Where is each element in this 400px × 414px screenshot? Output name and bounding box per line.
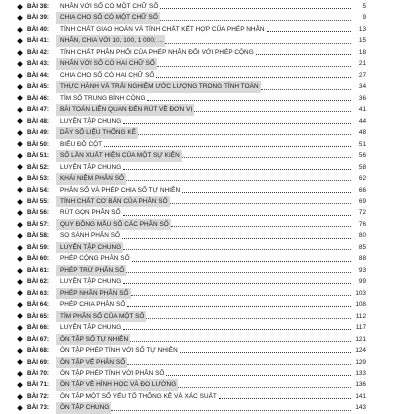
- lesson-title: CHIA CHO SỐ CÓ MỘT CHỮ SỐ: [56, 12, 160, 23]
- dot-leader: [138, 134, 351, 135]
- page-number: 21: [358, 60, 366, 68]
- diamond-bullet-icon: [17, 233, 23, 239]
- diamond-bullet-icon: [17, 38, 23, 44]
- diamond-bullet-icon: [17, 15, 23, 21]
- toc-entry: [16, 81, 366, 92]
- toc-entry: [16, 93, 366, 104]
- dot-leader: [267, 31, 351, 32]
- page-number: 41: [358, 106, 366, 114]
- page-number: 76: [358, 220, 366, 228]
- page-number: 9: [362, 14, 366, 22]
- dot-leader: [123, 169, 351, 170]
- page-number: 93: [358, 266, 366, 274]
- lesson-number: BÀI 71:: [27, 381, 50, 389]
- toc-entry: [16, 173, 366, 184]
- lesson-title: LUYỆN TẬP CHUNG: [60, 163, 122, 171]
- diamond-bullet-icon: [17, 210, 23, 216]
- toc-entry: [16, 242, 366, 253]
- toc-entry: [16, 162, 366, 173]
- toc-entry: [16, 368, 366, 379]
- lesson-title: NHÂN, CHIA VỚI 10, 100, 1 000; ...: [56, 35, 165, 46]
- toc-entry: [16, 1, 366, 12]
- lesson-title: ÔN TẬP MỘT SỐ YẾU TỐ THỐNG KÊ VÀ XÁC SUẤT: [60, 392, 217, 400]
- dot-leader: [182, 157, 351, 158]
- page-number: 133: [355, 370, 366, 377]
- dot-leader: [123, 123, 351, 124]
- dot-leader: [157, 66, 351, 67]
- lesson-title: TÌM PHÂN SỐ CỦA MỘT SỐ: [56, 311, 146, 322]
- lesson-title: TÌM SỐ TRUNG BÌNH CỘNG: [60, 94, 146, 102]
- toc-entry: [16, 357, 366, 368]
- lesson-title: LUYỆN TẬP CHUNG: [60, 278, 122, 286]
- diamond-bullet-icon: [17, 325, 23, 331]
- diamond-bullet-icon: [17, 142, 23, 148]
- diamond-bullet-icon: [17, 382, 23, 388]
- page-number: 62: [358, 175, 366, 183]
- diamond-bullet-icon: [17, 176, 23, 182]
- lesson-title: LUYỆN TẬP CHUNG: [60, 324, 122, 332]
- toc-entry: [16, 253, 366, 264]
- dot-leader: [123, 215, 351, 216]
- page-number: 66: [358, 186, 366, 194]
- toc-entry: [16, 70, 366, 81]
- lesson-title: LUYỆN TẬP CHUNG: [56, 242, 123, 253]
- dot-leader: [194, 111, 351, 112]
- page-number: 18: [358, 48, 366, 56]
- lesson-number: BÀI 47:: [27, 106, 50, 114]
- page-number: 72: [358, 209, 366, 217]
- lesson-title: BIỂU ĐỒ CỘT: [60, 140, 103, 148]
- lesson-number: BÀI 68:: [27, 347, 50, 355]
- lesson-title: CHIA CHO SỐ CÓ HAI CHỮ SỐ: [60, 71, 155, 79]
- dot-leader: [126, 180, 351, 181]
- toc-entry: [16, 185, 366, 196]
- diamond-bullet-icon: [17, 107, 23, 113]
- diamond-bullet-icon: [17, 96, 23, 102]
- lesson-title: RÚT GỌN PHÂN SỐ: [60, 209, 121, 217]
- dot-leader: [131, 295, 351, 296]
- diamond-bullet-icon: [17, 164, 23, 170]
- dot-leader: [170, 203, 351, 204]
- dot-leader: [171, 226, 351, 227]
- diamond-bullet-icon: [17, 348, 23, 354]
- page-number: 108: [355, 301, 366, 309]
- dot-leader: [127, 364, 351, 365]
- toc-entry: [16, 345, 366, 356]
- lesson-title: LUYỆN TẬP CHUNG: [60, 117, 122, 125]
- diamond-bullet-icon: [17, 130, 23, 136]
- diamond-bullet-icon: [17, 279, 23, 285]
- diamond-bullet-icon: [17, 50, 23, 56]
- toc-entry: [16, 265, 366, 276]
- dot-leader: [104, 146, 351, 147]
- lesson-title: ÔN TẬP PHÉP TÍNH VỚI PHÂN SỐ: [60, 370, 165, 377]
- dot-leader: [130, 341, 351, 342]
- dot-leader: [166, 375, 351, 376]
- lesson-number: BÀI 66:: [27, 324, 50, 332]
- toc-entry: [16, 35, 366, 46]
- diamond-bullet-icon: [17, 314, 23, 320]
- lesson-number: BÀI 61:: [27, 266, 50, 274]
- toc-entry: [16, 391, 366, 402]
- page-number: 15: [358, 37, 366, 45]
- toc-entry: [16, 139, 366, 150]
- lesson-number: BÀI 38:: [27, 3, 50, 10]
- toc-entry: [16, 207, 366, 218]
- lesson-title: ÔN TẬP CHUNG: [56, 402, 111, 413]
- lesson-number: BÀI 58:: [27, 232, 50, 240]
- page-number: 85: [358, 243, 366, 251]
- toc-entry: [16, 219, 366, 230]
- lesson-title: QUY ĐỒNG MẪU SỐ CÁC PHÂN SỐ: [56, 219, 171, 230]
- lesson-title: THỰC HÀNH VÀ TRẢI NGHIỆM ƯỚC LƯỢNG TRONG TÍNH TOÁN: [56, 81, 261, 92]
- toc-entry: [16, 230, 366, 241]
- lesson-number: BÀI 53:: [27, 175, 50, 183]
- lesson-number: BÀI 73:: [27, 404, 50, 412]
- diamond-bullet-icon: [17, 61, 23, 67]
- diamond-bullet-icon: [17, 268, 23, 274]
- dot-leader: [122, 238, 351, 239]
- lesson-title: KHÁI NIỆM PHÂN SỐ: [56, 173, 126, 184]
- dot-leader: [123, 249, 351, 250]
- lesson-title: NHÂN VỚI SỐ CÓ HAI CHỮ SỐ: [56, 58, 157, 69]
- page-number: 58: [358, 163, 366, 171]
- lesson-number: BÀI 59:: [27, 243, 50, 251]
- diamond-bullet-icon: [17, 302, 23, 308]
- page-number: 51: [358, 140, 366, 148]
- lesson-number: BÀI 48:: [27, 117, 50, 125]
- lesson-number: BÀI 64:: [27, 301, 50, 309]
- lesson-number: BÀI 44:: [27, 71, 50, 79]
- page-number: 44: [358, 117, 366, 125]
- diamond-bullet-icon: [17, 291, 23, 297]
- toc-entry: [16, 334, 366, 345]
- diamond-bullet-icon: [17, 405, 23, 411]
- toc-entry: [16, 24, 366, 35]
- dot-leader: [126, 272, 351, 273]
- lesson-number: BÀI 43:: [27, 60, 50, 68]
- dot-leader: [180, 352, 351, 353]
- page-number: 99: [358, 278, 366, 286]
- lesson-title: PHÂN SỐ VÀ PHÉP CHIA SỐ TỰ NHIÊN: [60, 186, 181, 194]
- diamond-bullet-icon: [17, 199, 23, 205]
- diamond-bullet-icon: [17, 27, 23, 33]
- toc-entry: [16, 116, 366, 127]
- lesson-title: TÍNH CHẤT CƠ BẢN CỦA PHÂN SỐ: [56, 196, 170, 207]
- lesson-title: SỐ LẦN XUẤT HIỆN CỦA MỘT SỰ KIỆN: [56, 150, 182, 161]
- lesson-number: BÀI 65:: [27, 312, 50, 320]
- lesson-title: TÍNH CHẤT PHÂN PHỐI CỦA PHÉP NHÂN ĐỐI VỚI PHÉP CỘNG: [60, 48, 254, 56]
- dot-leader: [219, 398, 351, 399]
- page-number: 13: [358, 25, 366, 33]
- lesson-title: ÔN TẬP PHÉP TÍNH VỚI SỐ TỰ NHIÊN: [60, 347, 178, 355]
- lesson-number: BÀI 56:: [27, 209, 50, 217]
- toc-entry: [16, 299, 366, 310]
- toc-entry: [16, 288, 366, 299]
- page-number: 129: [355, 358, 366, 366]
- diamond-bullet-icon: [17, 84, 23, 90]
- page-number: 5: [362, 3, 366, 10]
- dot-leader: [165, 43, 351, 44]
- page-number: 136: [355, 381, 366, 389]
- toc-entry: [16, 322, 366, 333]
- toc-entry: [16, 47, 366, 58]
- lesson-number: BÀI 45:: [27, 83, 50, 91]
- diamond-bullet-icon: [17, 359, 23, 365]
- page-number: 36: [358, 94, 366, 102]
- lesson-title: ÔN TẬP VỀ HÌNH HỌC VÀ ĐO LƯỜNG: [56, 379, 178, 390]
- page-number: 56: [358, 152, 366, 160]
- lesson-title: BÀI TOÁN LIÊN QUAN ĐẾN RÚT VỀ ĐƠN VỊ: [56, 104, 194, 115]
- lesson-title: ÔN TẬP SỐ TỰ NHIÊN: [56, 334, 130, 345]
- lesson-number: BÀI 42:: [27, 48, 50, 56]
- toc-entry: [16, 150, 366, 161]
- dot-leader: [111, 410, 351, 411]
- lesson-number: BÀI 40:: [27, 25, 50, 33]
- lesson-title: NHÂN VỚI SỐ CÓ MỘT CHỮ SỐ: [60, 3, 159, 10]
- lesson-title: ÔN TẬP VỀ PHÂN SỐ: [56, 357, 127, 368]
- diamond-bullet-icon: [17, 336, 23, 342]
- toc-list: [16, 1, 366, 414]
- page-number: 143: [355, 404, 366, 412]
- lesson-number: BÀI 67:: [27, 335, 50, 343]
- dot-leader: [160, 8, 351, 9]
- diamond-bullet-icon: [17, 4, 23, 10]
- lesson-title: TÍNH CHẤT GIAO HOÁN VÀ TÍNH CHẤT KẾT HỢP CỦA PHÉP NHÂN: [60, 25, 265, 33]
- page-number: 34: [358, 83, 366, 91]
- page-number: 103: [355, 289, 366, 297]
- page-number: 121: [355, 335, 366, 343]
- diamond-bullet-icon: [17, 73, 23, 79]
- toc-entry: [16, 127, 366, 138]
- diamond-bullet-icon: [17, 222, 23, 228]
- toc-entry: [16, 402, 366, 413]
- lesson-title: PHÉP CỘNG PHÂN SỐ: [60, 255, 130, 263]
- lesson-title: PHÉP CHIA PHÂN SỐ: [60, 301, 126, 309]
- page-number: 69: [358, 197, 366, 205]
- diamond-bullet-icon: [17, 371, 23, 377]
- diamond-bullet-icon: [17, 256, 23, 262]
- diamond-bullet-icon: [17, 187, 23, 193]
- page-number: 112: [355, 312, 366, 320]
- lesson-number: BÀI 41:: [27, 37, 50, 45]
- page-number: 48: [358, 129, 366, 137]
- dot-leader: [261, 89, 351, 90]
- toc-entry: [16, 58, 366, 69]
- lesson-number: BÀI 46:: [27, 94, 50, 102]
- dot-leader: [123, 329, 351, 330]
- toc-entry: [16, 379, 366, 390]
- lesson-title: PHÉP NHÂN PHÂN SỐ: [56, 288, 131, 299]
- dot-leader: [147, 100, 351, 101]
- lesson-number: BÀI 69:: [27, 358, 50, 366]
- lesson-number: BÀI 62:: [27, 278, 50, 286]
- lesson-number: BÀI 70:: [27, 370, 50, 377]
- lesson-number: BÀI 50:: [27, 140, 50, 148]
- lesson-number: BÀI 51:: [27, 152, 50, 160]
- lesson-title: DÃY SỐ LIỆU THỐNG KÊ: [56, 127, 138, 138]
- lesson-number: BÀI 55:: [27, 197, 50, 205]
- lesson-title: SO SÁNH PHÂN SỐ: [60, 232, 121, 240]
- lesson-number: BÀI 57:: [27, 220, 50, 228]
- toc-entry: [16, 311, 366, 322]
- dot-leader: [182, 192, 351, 193]
- lesson-number: BÀI 60:: [27, 255, 50, 263]
- dot-leader: [256, 54, 351, 55]
- page-number: 124: [355, 347, 366, 355]
- diamond-bullet-icon: [17, 119, 23, 125]
- page-number: 88: [358, 255, 366, 263]
- toc-entry: [16, 196, 366, 207]
- dot-leader: [127, 306, 351, 307]
- page-number: 27: [358, 71, 366, 79]
- lesson-number: BÀI 54:: [27, 186, 50, 194]
- dot-leader: [160, 20, 351, 21]
- lesson-number: BÀI 63:: [27, 289, 50, 297]
- page-number: 141: [355, 392, 366, 400]
- page-number: 80: [358, 232, 366, 240]
- dot-leader: [178, 387, 351, 388]
- toc-entry: [16, 12, 366, 23]
- dot-leader: [146, 318, 351, 319]
- diamond-bullet-icon: [17, 153, 23, 159]
- toc-entry: [16, 276, 366, 287]
- toc-entry: [16, 104, 366, 115]
- diamond-bullet-icon: [17, 245, 23, 251]
- diamond-bullet-icon: [17, 394, 23, 400]
- dot-leader: [123, 283, 351, 284]
- lesson-number: BÀI 52:: [27, 163, 50, 171]
- lesson-number: BÀI 49:: [27, 129, 50, 137]
- page-number: 117: [355, 324, 366, 332]
- lesson-number: BÀI 72:: [27, 392, 50, 400]
- lesson-title: PHÉP TRỪ PHÂN SỐ: [56, 265, 126, 276]
- dot-leader: [132, 261, 351, 262]
- lesson-number: BÀI 39:: [27, 14, 50, 22]
- dot-leader: [156, 77, 351, 78]
